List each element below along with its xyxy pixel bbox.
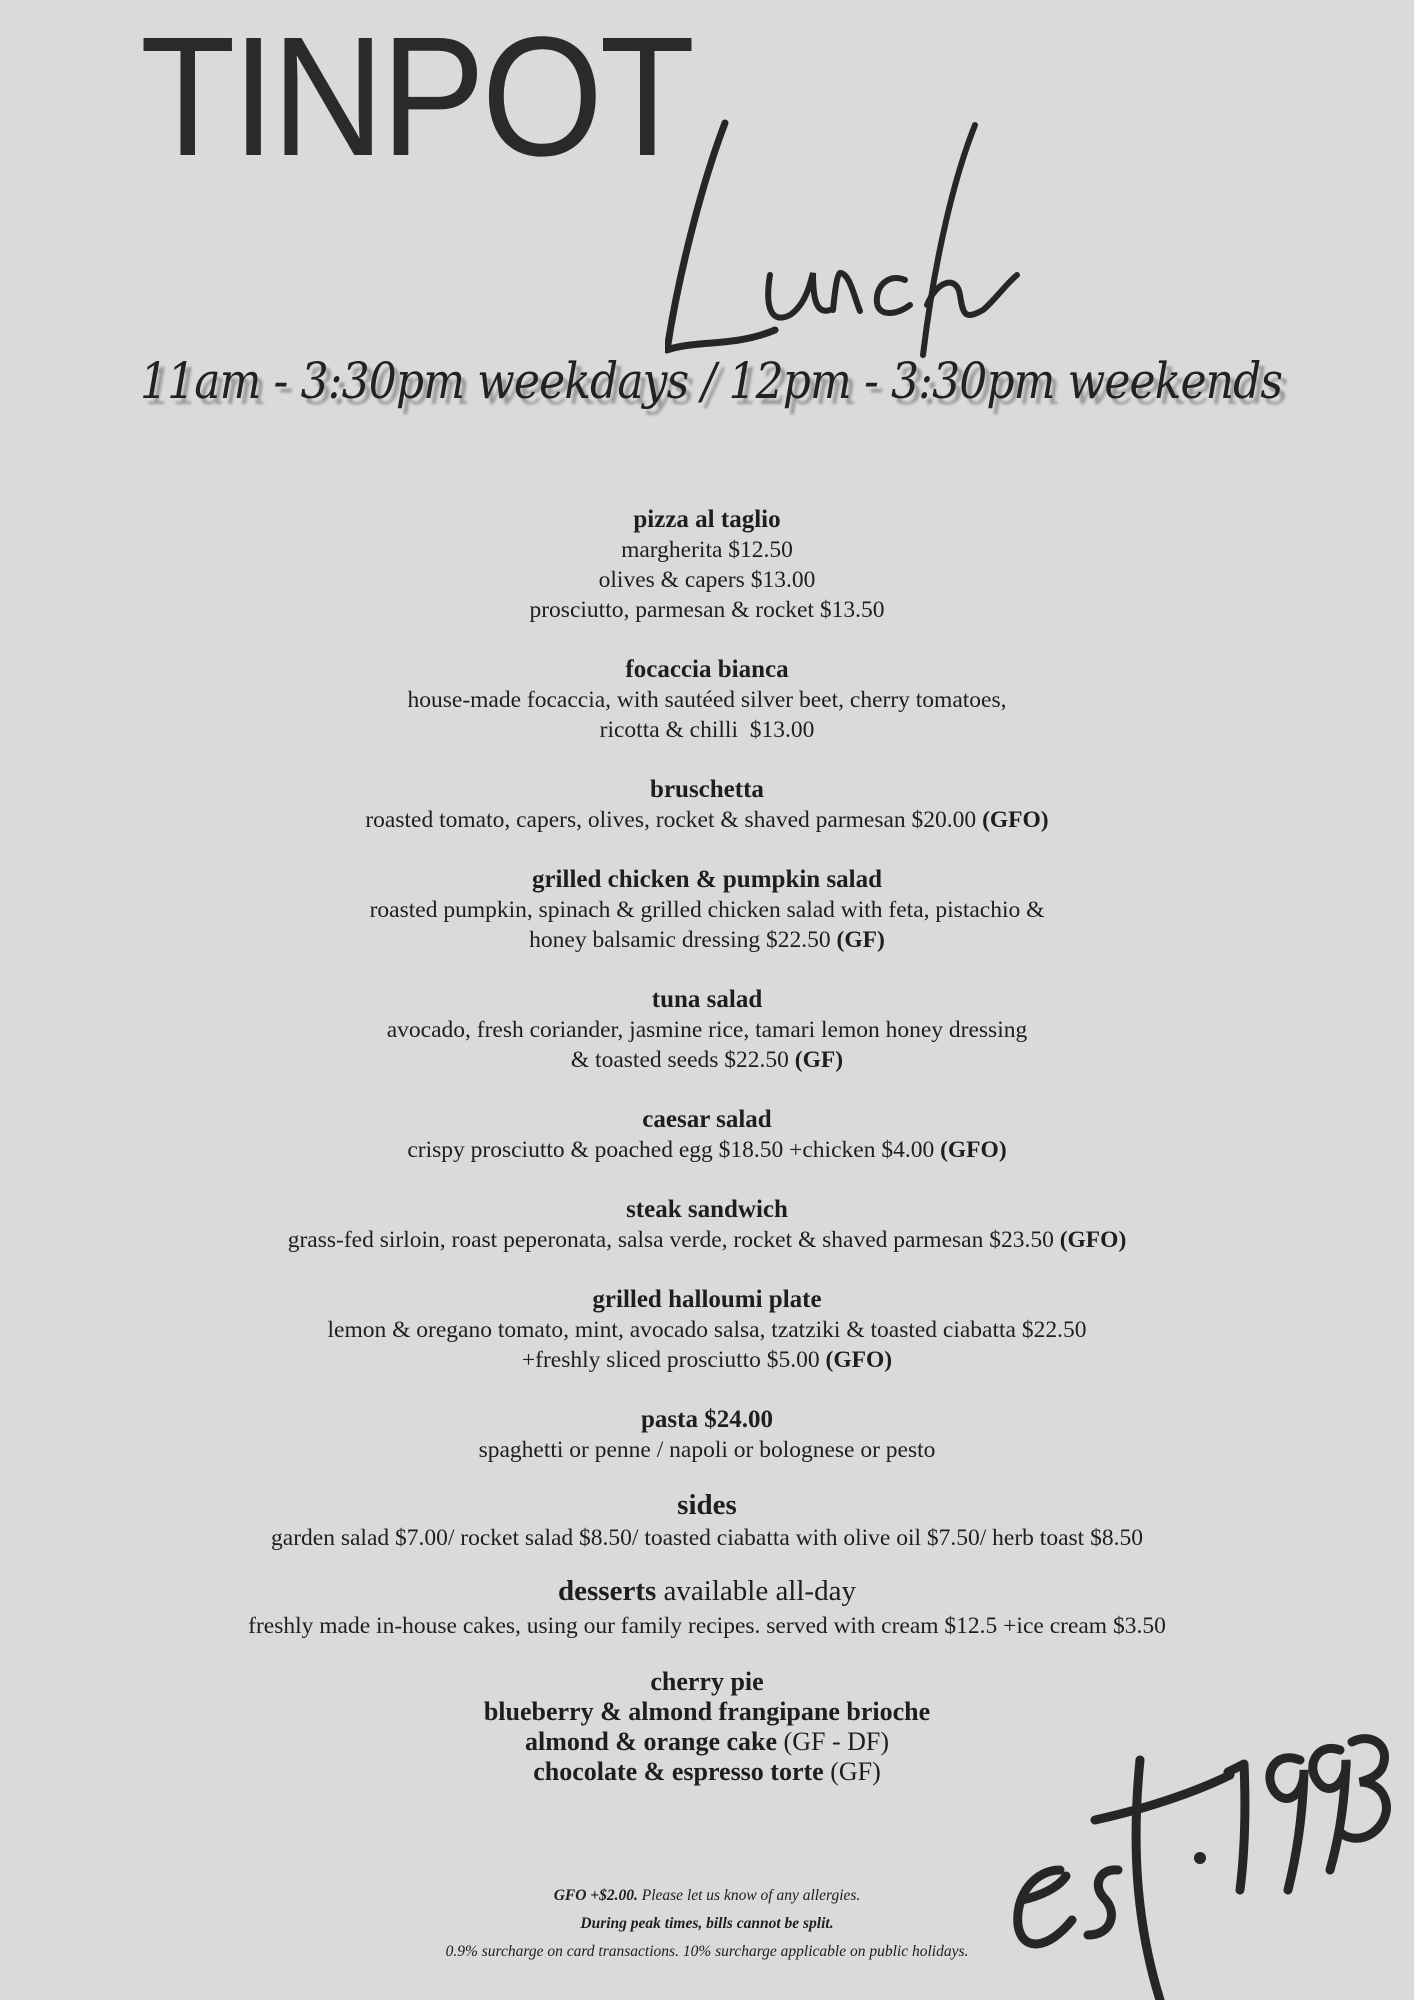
desserts-section — [100, 1573, 1314, 1641]
desserts-text: freshly made in-house cakes, using our family recipes. served with cream $12.5 +ice cream $3.50 — [248, 1613, 1166, 1639]
item-line: spaghetti or penne / napoli or bolognese or pesto — [478, 1437, 936, 1463]
opening-hours: 11am - 3:30pm weekdays / 12pm - 3:30pm weekends — [140, 352, 1283, 410]
item-line: ricotta & chilli $13.00 — [599, 717, 815, 743]
menu-item-tuna-salad — [100, 985, 1314, 1075]
bill-split-note: During peak times, bills cannot be split. — [580, 1915, 834, 1932]
item-line: honey balsamic dressing $22.50 (GF) — [529, 927, 885, 953]
menu-item-bruschetta — [100, 775, 1314, 835]
item-name: grilled chicken & pumpkin salad — [531, 866, 883, 893]
item-line: lemon & oregano tomato, mint, avocado salsa, tzatziki & toasted ciabatta $22.50 — [327, 1317, 1087, 1343]
menu-item-steak-sandwich — [100, 1195, 1314, 1255]
item-name: pasta $24.00 — [641, 1406, 773, 1433]
item-line: & toasted seeds $22.50 (GF) — [570, 1047, 844, 1073]
menu-item-pizza — [100, 505, 1314, 625]
item-line: olives & capers $13.00 — [598, 567, 816, 593]
item-line: crispy prosciutto & poached egg $18.50 +chicken $4.00 (GFO) — [407, 1137, 1007, 1163]
footer-notes — [300, 1882, 1114, 1966]
menu-item-chicken-pumpkin-salad — [100, 865, 1314, 955]
sides-text: garden salad $7.00/ rocket salad $8.50/ toasted ciabatta with olive oil $7.50/ herb toast $8.50 — [271, 1525, 1143, 1551]
item-line: roasted pumpkin, spinach & grilled chicken salad with feta, pistachio & — [369, 897, 1045, 923]
menu-item-focaccia — [100, 655, 1314, 745]
desserts-heading-line — [100, 1573, 1314, 1611]
menu-body — [100, 505, 1314, 1817]
dessert-item: almond & orange cake (GF - DF) — [525, 1727, 889, 1756]
desserts-heading: desserts — [558, 1575, 657, 1607]
item-line: margherita $12.50 — [621, 537, 793, 563]
item-name: tuna salad — [651, 986, 763, 1013]
item-line: +freshly sliced prosciutto $5.00 (GFO) — [521, 1347, 893, 1373]
item-name: grilled halloumi plate — [592, 1286, 822, 1313]
menu-item-caesar-salad — [100, 1105, 1314, 1165]
allergy-note: GFO +$2.00. Please let us know of any allergies. — [553, 1887, 861, 1904]
dessert-item: cherry pie — [650, 1667, 764, 1696]
item-line: house-made focaccia, with sautéed silver beet, cherry tomatoes, — [407, 687, 1007, 713]
dessert-item: chocolate & espresso torte (GF) — [533, 1757, 881, 1786]
dessert-item: blueberry & almond frangipane brioche — [483, 1697, 931, 1726]
sides-heading: sides — [677, 1489, 737, 1521]
item-line: avocado, fresh coriander, jasmine rice, tamari lemon honey dressing — [386, 1017, 1028, 1043]
item-line: prosciutto, parmesan & rocket $13.50 — [529, 597, 885, 623]
sides-section — [100, 1487, 1314, 1553]
item-line: roasted tomato, capers, olives, rocket & shaved parmesan $20.00 (GFO) — [365, 807, 1049, 833]
menu-item-pasta — [100, 1405, 1314, 1465]
menu-item-halloumi-plate — [100, 1285, 1314, 1375]
item-name: focaccia bianca — [625, 656, 789, 683]
item-name: pizza al taglio — [633, 506, 781, 533]
est-1993-script — [1000, 1720, 1400, 2000]
item-name: caesar salad — [642, 1106, 772, 1133]
item-line: grass-fed sirloin, roast peperonata, salsa verde, rocket & shaved parmesan $23.50 (GFO) — [287, 1227, 1127, 1253]
item-name: bruschetta — [650, 776, 764, 803]
item-name: steak sandwich — [626, 1196, 788, 1223]
surcharge-note: 0.9% surcharge on card transactions. 10% surcharge applicable on public holidays. — [445, 1943, 969, 1960]
brand-logo: TINPOT — [140, 2, 692, 192]
desserts-subheading: available all-day — [656, 1575, 856, 1607]
lunch-script-title — [665, 115, 1035, 375]
